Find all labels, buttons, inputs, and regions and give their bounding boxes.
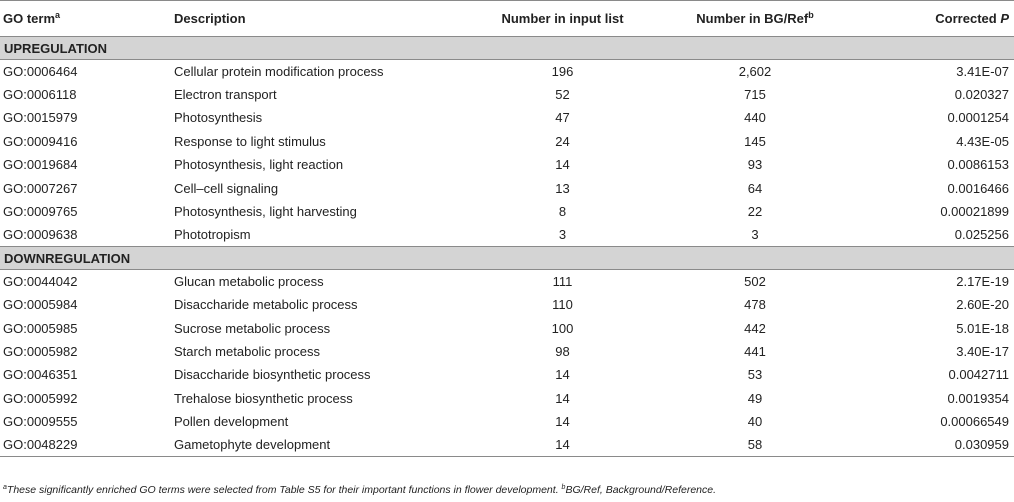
go-term-cell: GO:0048229 (0, 433, 170, 456)
header-corrected-p (855, 1, 1014, 37)
number-input-cell: 3 (558, 227, 567, 243)
footnote-mark-a: a (3, 484, 7, 491)
number-input-cell: 14 (470, 433, 655, 456)
description-cell: Phototropism (174, 227, 251, 243)
table-row (0, 153, 1014, 176)
number-input-cell: 100 (551, 320, 574, 336)
number-bg-cell: 40 (747, 414, 763, 430)
go-term-cell: GO:0005985 (3, 320, 78, 336)
section-label-downregulation: DOWNREGULATION (0, 247, 1014, 270)
corrected-p-cell: 3.41E-07 (956, 63, 1009, 79)
number-input-cell: 14 (555, 390, 570, 406)
number-input-cell: 14 (555, 157, 570, 173)
go-term-cell: GO:0019684 (3, 157, 78, 173)
table-row (0, 223, 1014, 246)
table-body (0, 37, 1014, 457)
description-cell: Photosynthesis (174, 110, 263, 126)
corrected-p-cell: 0.025256 (954, 227, 1009, 243)
header-p-label: P (1000, 11, 1009, 26)
number-input-cell: 24 (555, 133, 570, 149)
go-term-cell: GO:0046351 (3, 367, 78, 383)
number-bg-cell: 441 (744, 343, 766, 359)
table-row (0, 106, 1014, 129)
header-corrected-label: Corrected (935, 11, 1001, 26)
table-footnote (3, 484, 716, 496)
table-row (0, 270, 1014, 293)
go-term-cell: GO:0009555 (3, 414, 78, 430)
table-row (0, 316, 1014, 339)
number-input-cell: 52 (555, 87, 570, 103)
footnote-text-b: BG/Ref, Background/Reference. (565, 484, 717, 496)
number-input-cell: 47 (555, 110, 570, 126)
table-row (0, 200, 1014, 223)
description-cell: Trehalose biosynthetic process (174, 390, 353, 406)
description-cell: Cell–cell signaling (174, 180, 279, 196)
table-row (0, 363, 1014, 386)
number-bg-cell: 442 (744, 320, 766, 336)
section-label-upregulation: UPREGULATION (0, 37, 1014, 60)
description-cell: Starch metabolic process (174, 343, 320, 359)
corrected-p-cell: 0.0042711 (948, 367, 1009, 383)
description-cell: Sucrose metabolic process (174, 320, 331, 336)
header-go-term-label: GO term (3, 11, 56, 26)
description-cell: Disaccharide biosynthetic process (174, 367, 371, 383)
number-bg-cell: 64 (747, 180, 763, 196)
table-row (0, 433, 1014, 456)
corrected-p-cell: 4.43E-05 (956, 133, 1009, 149)
number-input-cell: 13 (555, 180, 570, 196)
number-input-cell: 196 (551, 63, 574, 79)
corrected-p-cell: 2.60E-20 (956, 297, 1009, 313)
table-row (0, 83, 1014, 106)
section-row-downregulation (0, 247, 1014, 270)
description-cell: Photosynthesis, light harvesting (174, 204, 357, 220)
corrected-p-cell: 0.00021899 (940, 204, 1009, 220)
corrected-p-cell: 0.0001254 (947, 110, 1009, 126)
go-term-cell: GO:0006118 (3, 87, 77, 103)
description-cell: Electron transport (174, 87, 277, 103)
corrected-p-cell: 0.030959 (855, 433, 1014, 456)
number-input-cell: 14 (555, 414, 570, 430)
number-bg-cell: 440 (744, 110, 766, 126)
corrected-p-cell: 0.0016466 (947, 180, 1009, 196)
number-bg-cell: 53 (747, 367, 763, 383)
number-bg-cell: 49 (747, 390, 763, 406)
number-input-cell: 8 (558, 204, 567, 220)
go-term-cell: GO:0007267 (3, 180, 78, 196)
go-term-cell: GO:0005982 (3, 343, 78, 359)
number-bg-cell: 93 (747, 157, 763, 173)
description-cell: Disaccharide metabolic process (174, 297, 358, 313)
header-row (0, 1, 1014, 37)
table-row (0, 387, 1014, 410)
table-row (0, 410, 1014, 433)
number-input-cell: 111 (552, 274, 573, 290)
number-bg-cell: 2,602 (738, 63, 772, 79)
go-term-cell: GO:0015979 (3, 110, 78, 126)
description-cell: Pollen development (174, 414, 289, 430)
section-row-upregulation (0, 37, 1014, 60)
header-number-bg (655, 1, 855, 37)
go-term-cell: GO:0009638 (3, 227, 78, 243)
table-row (0, 176, 1014, 199)
table-row (0, 340, 1014, 363)
table-row (0, 60, 1014, 83)
description-cell: Cellular protein modification process (174, 63, 384, 79)
header-description: Description (170, 1, 470, 37)
corrected-p-cell: 3.40E-17 (956, 343, 1009, 359)
number-bg-cell: 22 (747, 204, 763, 220)
header-number-bg-label: Number in BG/Ref (696, 11, 809, 26)
go-term-cell: GO:0044042 (3, 274, 78, 290)
header-go-term (0, 1, 170, 37)
table-row (0, 130, 1014, 153)
footnote-mark-b: b (561, 484, 566, 491)
description-cell: Gametophyte development (170, 433, 470, 456)
number-input-cell: 14 (555, 367, 570, 383)
number-bg-cell: 715 (744, 87, 766, 103)
header-number-bg-footnote-mark: b (808, 10, 814, 20)
go-term-cell: GO:0005992 (3, 390, 78, 406)
number-input-cell: 110 (552, 297, 573, 313)
corrected-p-cell: 0.020327 (954, 87, 1009, 103)
table-row (0, 293, 1014, 316)
corrected-p-cell: 5.01E-18 (956, 320, 1009, 336)
corrected-p-cell: 0.0019354 (947, 390, 1009, 406)
corrected-p-cell: 0.00066549 (940, 414, 1009, 430)
description-cell: Response to light stimulus (174, 133, 326, 149)
table-header (0, 1, 1014, 37)
header-number-input: Number in input list (470, 1, 655, 37)
number-bg-cell: 478 (744, 297, 766, 313)
go-term-cell: GO:0009416 (3, 133, 78, 149)
description-cell: Glucan metabolic process (174, 274, 324, 290)
footnote-text-a: These significantly enriched GO terms were selected from Table S5 for their important functions in flower development. (6, 484, 562, 496)
number-bg-cell: 3 (751, 227, 759, 243)
corrected-p-cell: 2.17E-19 (956, 274, 1009, 290)
header-go-term-footnote-mark: a (55, 10, 61, 20)
number-bg-cell: 58 (655, 433, 855, 456)
go-term-cell: GO:0009765 (3, 204, 78, 220)
go-term-cell: GO:0005984 (3, 297, 78, 313)
go-term-cell: GO:0006464 (3, 63, 78, 79)
number-bg-cell: 502 (744, 274, 766, 290)
corrected-p-cell: 0.0086153 (947, 157, 1009, 173)
number-input-cell: 98 (555, 343, 570, 359)
number-bg-cell: 145 (744, 133, 766, 149)
description-cell: Photosynthesis, light reaction (174, 157, 344, 173)
